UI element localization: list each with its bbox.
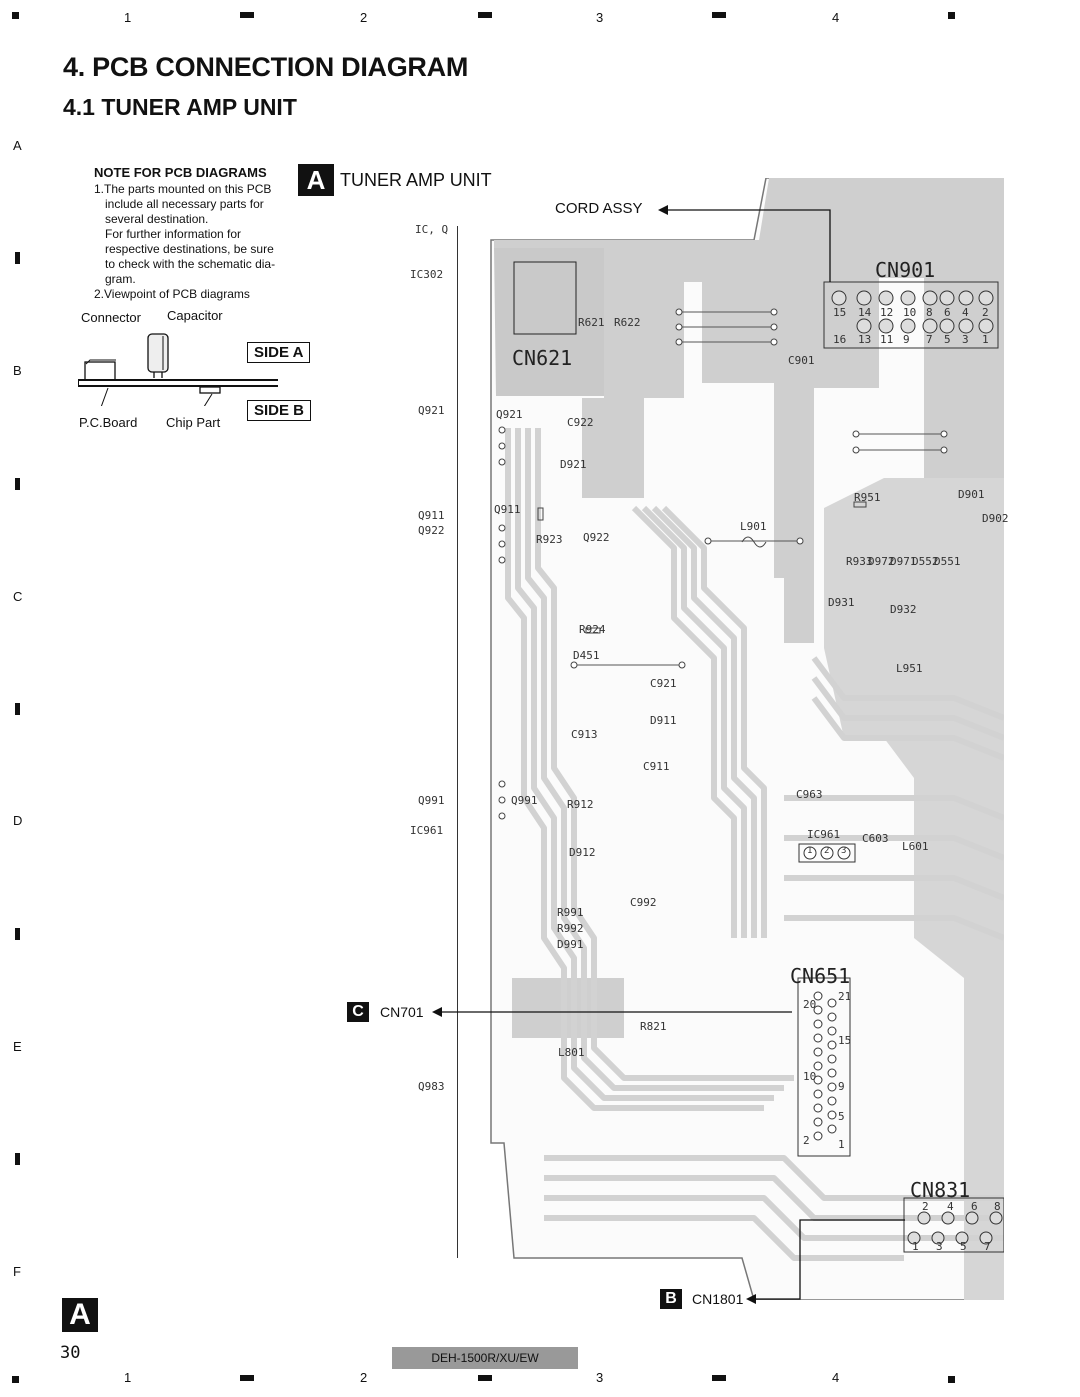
part-label: IC961 bbox=[807, 828, 841, 841]
part-label: Q991 bbox=[511, 794, 538, 807]
page-number: 30 bbox=[60, 1343, 81, 1363]
note-line: 2.Viewpoint of PCB diagrams bbox=[94, 287, 250, 301]
pin-number: 5 bbox=[838, 1110, 845, 1123]
part-label: R933 bbox=[846, 555, 873, 568]
part-label: D971 bbox=[890, 555, 917, 568]
pin-number: 15 bbox=[838, 1034, 852, 1047]
pin-number: 8 bbox=[926, 306, 933, 319]
connector-label: Connector bbox=[81, 310, 141, 325]
registration-mark bbox=[948, 1376, 955, 1383]
pin-number: 3 bbox=[841, 846, 847, 856]
legend-divider bbox=[457, 226, 458, 1258]
cn1801-letter-badge: B bbox=[660, 1289, 682, 1309]
part-label: R621 bbox=[578, 316, 605, 329]
note-line: For further information for bbox=[105, 227, 242, 241]
unit-title: TUNER AMP UNIT bbox=[340, 170, 492, 190]
registration-mark bbox=[12, 1376, 19, 1383]
part-label: D911 bbox=[650, 714, 677, 727]
section-title: 4.1 TUNER AMP UNIT bbox=[63, 94, 297, 120]
pin-number: 10 bbox=[903, 306, 917, 319]
part-label: L951 bbox=[896, 662, 923, 675]
cn701-letter-badge: C bbox=[347, 1002, 369, 1022]
pin-number: 4 bbox=[947, 1200, 954, 1213]
part-label: D551 bbox=[934, 555, 961, 568]
part-label: C603 bbox=[862, 832, 889, 845]
registration-mark bbox=[12, 12, 19, 19]
ruler-bar bbox=[478, 12, 492, 18]
pin-number: 2 bbox=[824, 846, 830, 856]
pin-number: 2 bbox=[803, 1134, 810, 1147]
part-label: L601 bbox=[902, 840, 929, 853]
pin-number: 21 bbox=[838, 990, 852, 1003]
ruler-bar bbox=[15, 478, 20, 490]
connector-label-cn651: CN651 bbox=[790, 964, 851, 988]
ruler-number: 1 bbox=[124, 1370, 132, 1385]
part-label: D932 bbox=[890, 603, 917, 616]
pin-number: 5 bbox=[944, 333, 951, 346]
part-label: D972 bbox=[868, 555, 895, 568]
unit-letter-badge: A bbox=[298, 164, 334, 196]
part-label: R923 bbox=[536, 533, 563, 546]
ruler-number: 2 bbox=[360, 10, 368, 25]
pin-number: 1 bbox=[838, 1138, 845, 1151]
ruler-bar bbox=[712, 12, 726, 18]
legend-label: IC, Q bbox=[415, 223, 449, 236]
ruler-letter: E bbox=[13, 1039, 22, 1054]
ruler-letter: C bbox=[13, 589, 23, 604]
part-label: D921 bbox=[560, 458, 587, 471]
note-line: gram. bbox=[105, 272, 136, 286]
legend-label: IC961 bbox=[410, 824, 444, 837]
ruler-letter: A bbox=[13, 138, 22, 153]
ruler-bar bbox=[15, 703, 20, 715]
ruler-number: 4 bbox=[832, 10, 840, 25]
legend-label: Q921 bbox=[418, 404, 445, 417]
ruler-bar bbox=[15, 252, 20, 264]
chip-part-label: Chip Part bbox=[166, 415, 221, 430]
pin-number: 7 bbox=[926, 333, 933, 346]
part-label: D931 bbox=[828, 596, 855, 609]
part-label: C901 bbox=[788, 354, 815, 367]
note-line: to check with the schematic dia- bbox=[105, 257, 276, 271]
part-label: Q911 bbox=[494, 503, 521, 516]
ruler-number: 3 bbox=[596, 1370, 604, 1385]
footer-unit-letter: A bbox=[62, 1298, 98, 1332]
pin-number: 13 bbox=[858, 333, 872, 346]
pin-number: 14 bbox=[858, 306, 872, 319]
pin-number: 2 bbox=[922, 1200, 929, 1213]
ruler-bar bbox=[15, 1153, 20, 1165]
legend-label: Q922 bbox=[418, 524, 445, 537]
part-label: D991 bbox=[557, 938, 584, 951]
note-line: several destination. bbox=[105, 212, 209, 226]
pin-number: 12 bbox=[880, 306, 894, 319]
cord-assy-label: CORD ASSY bbox=[555, 200, 643, 217]
note-line: respective destinations, be sure bbox=[105, 242, 274, 256]
legend-label: Q911 bbox=[418, 509, 445, 522]
pin-number: 15 bbox=[833, 306, 847, 319]
pin-number: 6 bbox=[971, 1200, 978, 1213]
pin-number: 3 bbox=[936, 1240, 943, 1253]
ruler-number: 3 bbox=[596, 10, 604, 25]
part-label: Q921 bbox=[496, 408, 523, 421]
pin-number: 7 bbox=[984, 1240, 991, 1253]
ruler-bar bbox=[240, 1375, 254, 1381]
ruler-number: 4 bbox=[832, 1370, 840, 1385]
part-label: C911 bbox=[643, 760, 670, 773]
legend-label: IC302 bbox=[410, 268, 444, 281]
ruler-letter: F bbox=[13, 1264, 21, 1279]
viewpoint-illustration bbox=[78, 326, 278, 406]
note-title: NOTE FOR PCB DIAGRAMS bbox=[94, 165, 267, 180]
connector-label-cn621: CN621 bbox=[512, 346, 573, 370]
part-label: D902 bbox=[982, 512, 1009, 525]
part-label: R912 bbox=[567, 798, 594, 811]
pcboard-label: P.C.Board bbox=[79, 415, 138, 430]
registration-mark bbox=[948, 12, 955, 19]
ruler-letter: B bbox=[13, 363, 22, 378]
part-label: R821 bbox=[640, 1020, 667, 1033]
pin-number: 5 bbox=[960, 1240, 967, 1253]
capacitor-label: Capacitor bbox=[167, 308, 223, 323]
pin-number: 9 bbox=[838, 1080, 845, 1093]
pin-number: 1 bbox=[912, 1240, 919, 1253]
part-label: D912 bbox=[569, 846, 596, 859]
part-label: D901 bbox=[958, 488, 985, 501]
ruler-bar bbox=[240, 12, 254, 18]
part-label: C963 bbox=[796, 788, 823, 801]
part-label: R991 bbox=[557, 906, 584, 919]
part-label: R924 bbox=[579, 623, 606, 636]
part-label: C913 bbox=[571, 728, 598, 741]
pin-number: 6 bbox=[944, 306, 951, 319]
legend-label: Q983 bbox=[418, 1080, 445, 1093]
pin-number: 2 bbox=[982, 306, 989, 319]
note-line: include all necessary parts for bbox=[105, 197, 264, 211]
part-label: R622 bbox=[614, 316, 641, 329]
part-label: C922 bbox=[567, 416, 594, 429]
part-label: D451 bbox=[573, 649, 600, 662]
ruler-bar bbox=[712, 1375, 726, 1381]
pin-number: 8 bbox=[994, 1200, 1001, 1213]
pin-number: 9 bbox=[903, 333, 910, 346]
part-label: C992 bbox=[630, 896, 657, 909]
pin-number: 20 bbox=[803, 998, 817, 1011]
ruler-bar bbox=[478, 1375, 492, 1381]
part-label: C921 bbox=[650, 677, 677, 690]
connector-label-cn831: CN831 bbox=[910, 1178, 971, 1202]
part-label: D552 bbox=[912, 555, 939, 568]
cn701-label: CN701 bbox=[380, 1004, 424, 1020]
part-label: L801 bbox=[558, 1046, 585, 1059]
part-label: R951 bbox=[854, 491, 881, 504]
ruler-number: 1 bbox=[124, 10, 132, 25]
side-a-box: SIDE A bbox=[247, 342, 310, 363]
part-label: R992 bbox=[557, 922, 584, 935]
pin-number: 1 bbox=[982, 333, 989, 346]
cn1801-label: CN1801 bbox=[692, 1291, 744, 1307]
ruler-number: 2 bbox=[360, 1370, 368, 1385]
note-line: 1.The parts mounted on this PCB bbox=[94, 182, 272, 196]
pin-number: 3 bbox=[962, 333, 969, 346]
ruler-bar bbox=[15, 928, 20, 940]
pin-number: 10 bbox=[803, 1070, 817, 1083]
ruler-letter: D bbox=[13, 813, 23, 828]
side-b-box: SIDE B bbox=[247, 400, 311, 421]
pin-number: 11 bbox=[880, 333, 894, 346]
legend-label: Q991 bbox=[418, 794, 445, 807]
part-label: Q922 bbox=[583, 531, 610, 544]
page-title: 4. PCB CONNECTION DIAGRAM bbox=[63, 52, 469, 82]
model-number: DEH-1500R/XU/EW bbox=[392, 1347, 578, 1369]
part-label: L901 bbox=[740, 520, 767, 533]
pin-number: 4 bbox=[962, 306, 969, 319]
connector-label-cn901: CN901 bbox=[875, 258, 936, 282]
pin-number: 16 bbox=[833, 333, 847, 346]
pin-number: 1 bbox=[807, 846, 813, 856]
